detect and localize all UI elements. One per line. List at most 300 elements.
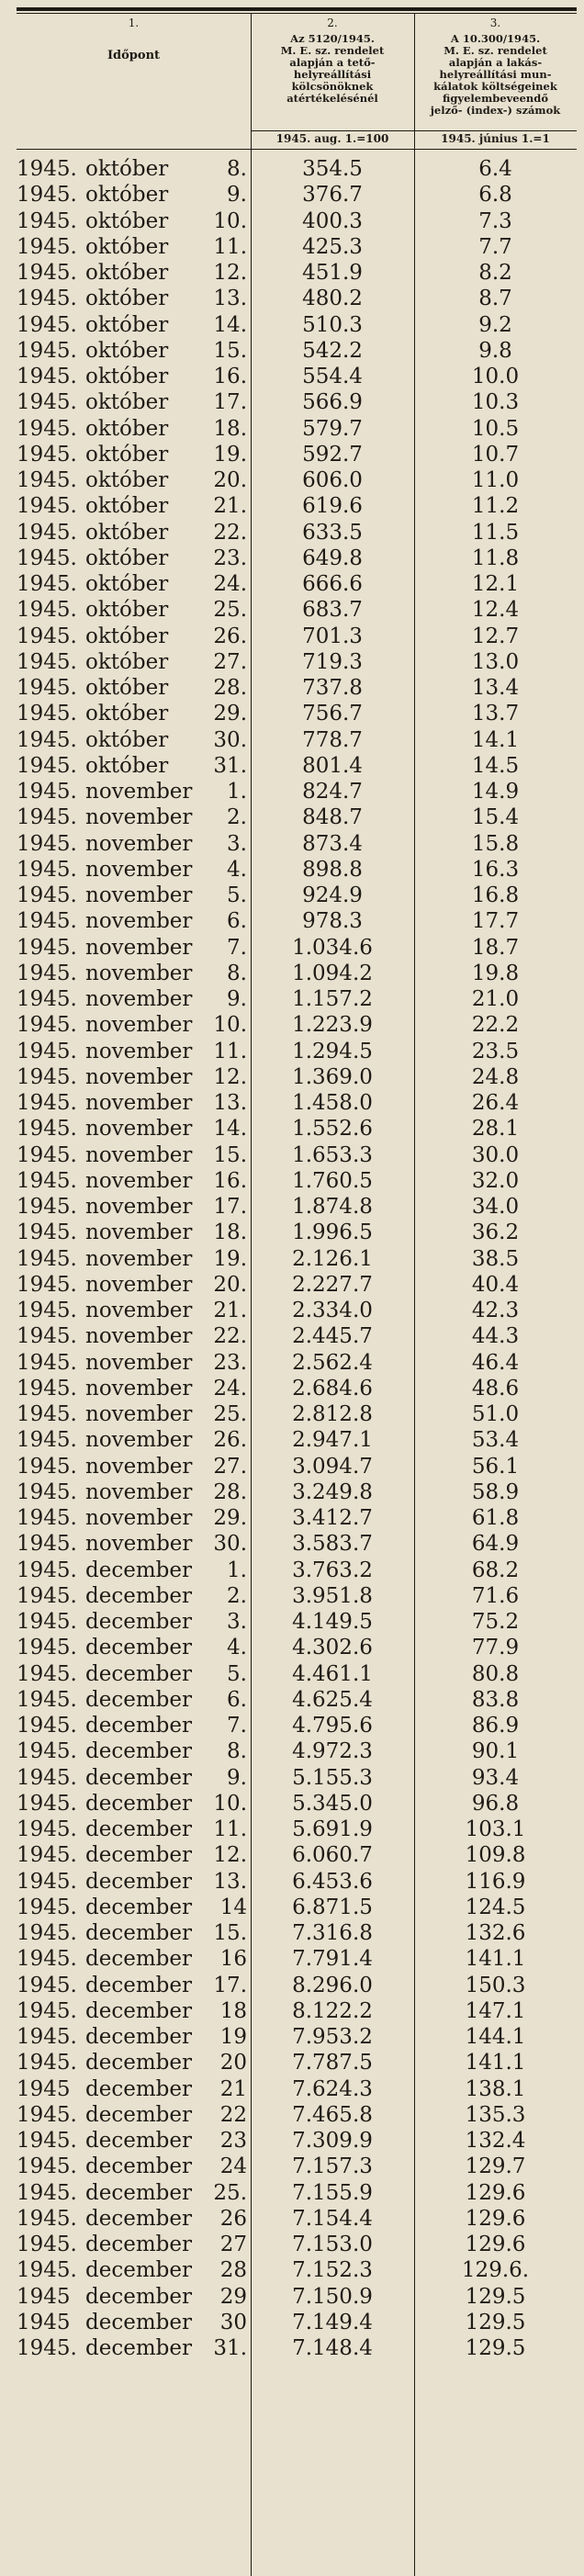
row-month: november <box>85 1246 193 1271</box>
table-row <box>17 1869 577 1895</box>
table-row <box>17 1350 577 1376</box>
row-housing-index: 14.1 <box>471 727 520 752</box>
row-year: 1945. <box>17 2233 77 2256</box>
row-roof-index: 801.4 <box>302 753 363 778</box>
row-housing-index: 9.8 <box>478 338 512 363</box>
row-roof-index: 737.8 <box>302 676 363 700</box>
row-day: 20. <box>213 468 247 492</box>
row-housing-index: 10.0 <box>471 365 520 388</box>
row-housing-index: 13.4 <box>471 676 520 700</box>
row-month: október <box>85 520 169 545</box>
row-month: november <box>85 1195 193 1219</box>
row-month: október <box>85 338 169 363</box>
table-row <box>17 1609 577 1635</box>
col2-description: Az 5120/1945. M. E. sz. rendelet alapján a tető- helyreállítási kölcsönöknek atértékelésénél <box>280 32 385 105</box>
row-roof-index: 619.6 <box>302 494 363 519</box>
row-year: 1945. <box>17 1583 77 1608</box>
col1-number: 1. <box>128 17 140 29</box>
row-month: október <box>85 208 169 233</box>
row-roof-index: 1.034.6 <box>292 935 373 960</box>
row-year: 1945. <box>17 1947 77 1972</box>
table-row <box>17 1505 577 1531</box>
row-year: 1945. <box>17 468 77 492</box>
row-day: 28. <box>213 1479 247 1504</box>
table-row <box>17 1817 577 1842</box>
row-day: 12. <box>213 1064 247 1089</box>
row-day: 12. <box>213 1843 247 1868</box>
table-row <box>17 260 577 286</box>
header-col-housing-index <box>414 14 577 150</box>
row-housing-index: 10.3 <box>471 390 520 415</box>
header-col-date <box>17 14 251 150</box>
row-housing-index: 147.1 <box>465 1998 526 2023</box>
row-month: október <box>85 390 169 415</box>
row-housing-index: 28.1 <box>471 1117 520 1142</box>
row-housing-index: 129.5 <box>465 2310 526 2334</box>
row-year: 1945. <box>17 1039 77 1063</box>
row-housing-index: 40.4 <box>471 1272 520 1297</box>
row-year: 1945. <box>17 183 77 208</box>
row-day: 15. <box>213 338 247 363</box>
row-housing-index: 13.0 <box>471 649 520 674</box>
row-day: 6. <box>227 909 247 934</box>
row-month: november <box>85 1091 193 1115</box>
row-roof-index: 579.7 <box>302 416 363 441</box>
row-housing-index: 6.4 <box>478 157 512 181</box>
row-roof-index: 8.296.0 <box>292 1973 373 1997</box>
row-year: 1945. <box>17 2154 77 2179</box>
row-housing-index: 7.7 <box>478 234 512 259</box>
row-roof-index: 480.2 <box>302 287 363 311</box>
row-day: 13. <box>213 287 247 311</box>
row-roof-index: 7.153.0 <box>292 2233 373 2256</box>
table-row <box>17 1194 577 1220</box>
row-day: 21. <box>213 494 247 519</box>
row-roof-index: 1.223.9 <box>292 1013 373 1038</box>
table-row <box>17 908 577 934</box>
row-roof-index: 1.094.2 <box>292 961 373 985</box>
row-housing-index: 58.9 <box>471 1479 520 1504</box>
row-housing-index: 71.6 <box>471 1583 520 1608</box>
row-year: 1945. <box>17 1636 77 1660</box>
row-day: 25. <box>213 2180 247 2205</box>
row-month: december <box>85 1973 192 1997</box>
row-day: 20 <box>219 2051 247 2075</box>
table-row <box>17 1298 577 1323</box>
row-year: 1945. <box>17 883 77 907</box>
row-day: 29 <box>219 2284 247 2309</box>
row-housing-index: 83.8 <box>471 1687 520 1712</box>
row-day: 8. <box>227 961 247 985</box>
row-month: november <box>85 780 193 804</box>
table-row <box>17 312 577 338</box>
row-day: 27. <box>213 649 247 674</box>
row-year: 1945 <box>17 2076 71 2101</box>
row-year: 1945. <box>17 649 77 674</box>
row-year: 1945 <box>17 2310 71 2334</box>
row-day: 22 <box>219 2102 247 2127</box>
row-roof-index: 1.157.2 <box>292 987 373 1011</box>
row-day: 23 <box>219 2129 247 2153</box>
row-year: 1945. <box>17 935 77 960</box>
row-month: november <box>85 831 193 856</box>
row-day: 25. <box>213 1402 247 1426</box>
row-roof-index: 666.6 <box>302 572 363 596</box>
row-housing-index: 30.0 <box>471 1142 520 1167</box>
row-roof-index: 4.795.6 <box>292 1714 373 1738</box>
table-row <box>17 1039 577 1064</box>
table-row <box>17 624 577 649</box>
row-roof-index: 7.152.3 <box>292 2258 373 2283</box>
row-day: 11. <box>213 1039 247 1063</box>
row-roof-index: 2.334.0 <box>292 1299 373 1322</box>
table-row <box>17 1090 577 1116</box>
row-housing-index: 129.5 <box>465 2336 526 2360</box>
header-col-roof-index <box>251 14 414 150</box>
row-housing-index: 18.7 <box>471 935 520 960</box>
row-month: november <box>85 987 193 1011</box>
row-roof-index: 354.5 <box>302 157 363 181</box>
table-row <box>17 2206 577 2232</box>
row-housing-index: 42.3 <box>471 1299 520 1322</box>
row-housing-index: 64.9 <box>471 1532 520 1557</box>
row-year: 1945. <box>17 909 77 934</box>
row-housing-index: 141.1 <box>465 1947 526 1972</box>
row-roof-index: 1.996.5 <box>292 1221 373 1245</box>
row-month: október <box>85 494 169 519</box>
row-housing-index: 51.0 <box>471 1402 520 1426</box>
row-month: december <box>85 2051 192 2075</box>
table-row <box>17 1246 577 1272</box>
row-year: 1945. <box>17 753 77 778</box>
row-year: 1945. <box>17 1714 77 1738</box>
row-day: 21. <box>213 1299 247 1322</box>
row-roof-index: 5.345.0 <box>292 1791 373 1816</box>
row-housing-index: 15.8 <box>471 831 520 856</box>
row-month: december <box>85 1843 192 1868</box>
row-roof-index: 1.653.3 <box>292 1142 373 1167</box>
row-roof-index: 592.7 <box>302 442 363 467</box>
row-year: 1945. <box>17 1843 77 1868</box>
row-day: 23. <box>213 1350 247 1375</box>
row-year: 1945. <box>17 2025 77 2049</box>
row-roof-index: 683.7 <box>302 598 363 623</box>
row-month: október <box>85 261 169 285</box>
row-day: 19 <box>219 2025 247 2049</box>
row-day: 18 <box>219 1998 247 2023</box>
row-roof-index: 7.150.9 <box>292 2284 373 2309</box>
row-roof-index: 2.126.1 <box>292 1246 373 1271</box>
row-month: december <box>85 2206 192 2231</box>
row-roof-index: 7.465.8 <box>292 2102 373 2127</box>
table-row <box>17 1427 577 1453</box>
row-day: 16 <box>219 1947 247 1972</box>
table-row <box>17 416 577 442</box>
table-row <box>17 1323 577 1349</box>
row-roof-index: 701.3 <box>302 624 363 648</box>
table-row <box>17 1635 577 1660</box>
row-housing-index: 109.8 <box>465 1843 526 1868</box>
row-year: 1945. <box>17 546 77 570</box>
row-year: 1945. <box>17 365 77 388</box>
row-day: 24. <box>213 1376 247 1400</box>
row-month: október <box>85 727 169 752</box>
row-year: 1945. <box>17 287 77 311</box>
row-roof-index: 2.684.6 <box>292 1376 373 1400</box>
row-roof-index: 3.583.7 <box>292 1532 373 1557</box>
row-month: november <box>85 1532 193 1557</box>
row-month: november <box>85 1117 193 1142</box>
row-month: december <box>85 2180 192 2205</box>
table-row <box>17 1064 577 1090</box>
row-year: 1945. <box>17 676 77 700</box>
row-day: 7. <box>227 935 247 960</box>
row-roof-index: 3.412.7 <box>292 1506 373 1530</box>
row-month: november <box>85 1506 193 1530</box>
row-month: november <box>85 883 193 907</box>
row-year: 1945. <box>17 987 77 1011</box>
row-year: 1945. <box>17 442 77 467</box>
row-roof-index: 7.624.3 <box>292 2076 373 2101</box>
table-row <box>17 286 577 311</box>
row-month: november <box>85 1272 193 1297</box>
row-day: 9. <box>227 1765 247 1790</box>
row-housing-index: 103.1 <box>465 1817 526 1841</box>
row-roof-index: 3.094.7 <box>292 1454 373 1479</box>
row-year: 1945. <box>17 598 77 623</box>
row-month: november <box>85 1454 193 1479</box>
row-housing-index: 11.5 <box>471 520 520 545</box>
row-year: 1945. <box>17 624 77 648</box>
row-month: október <box>85 676 169 700</box>
row-day: 3. <box>227 1610 247 1634</box>
row-housing-index: 14.9 <box>471 780 520 804</box>
row-month: november <box>85 1039 193 1063</box>
row-roof-index: 756.7 <box>302 702 363 726</box>
row-roof-index: 566.9 <box>302 390 363 415</box>
table-row <box>17 1376 577 1401</box>
table-row <box>17 467 577 493</box>
row-month: december <box>85 1998 192 2023</box>
table-row <box>17 182 577 208</box>
table-row <box>17 1454 577 1479</box>
row-day: 19. <box>213 1246 247 1271</box>
row-roof-index: 7.149.4 <box>292 2310 373 2334</box>
row-day: 16. <box>213 365 247 388</box>
row-roof-index: 4.302.6 <box>292 1636 373 1660</box>
table-row <box>17 779 577 804</box>
table-row <box>17 1687 577 1713</box>
row-month: október <box>85 624 169 648</box>
table-row <box>17 935 577 961</box>
row-day: 26 <box>219 2206 247 2231</box>
row-day: 2. <box>227 1583 247 1608</box>
row-housing-index: 90.1 <box>471 1739 520 1764</box>
row-year: 1945. <box>17 2206 77 2231</box>
row-roof-index: 4.625.4 <box>292 1687 373 1712</box>
row-year: 1945. <box>17 1687 77 1712</box>
table-row <box>17 2180 577 2206</box>
row-day: 21 <box>219 2076 247 2101</box>
row-housing-index: 11.8 <box>471 546 520 570</box>
table-row <box>17 727 577 753</box>
table-row <box>17 546 577 571</box>
row-day: 24. <box>213 572 247 596</box>
row-day: 17. <box>213 390 247 415</box>
row-year: 1945. <box>17 1117 77 1142</box>
row-month: november <box>85 1324 193 1349</box>
row-roof-index: 7.155.9 <box>292 2180 373 2205</box>
row-roof-index: 5.691.9 <box>292 1817 373 1841</box>
row-housing-index: 21.0 <box>471 987 520 1011</box>
table-row <box>17 2310 577 2335</box>
row-year: 1945. <box>17 702 77 726</box>
row-day: 11. <box>213 1817 247 1841</box>
row-housing-index: 34.0 <box>471 1195 520 1219</box>
table-row <box>17 857 577 883</box>
row-roof-index: 7.316.8 <box>292 1921 373 1945</box>
row-roof-index: 2.227.7 <box>292 1272 373 1297</box>
row-roof-index: 2.562.4 <box>292 1350 373 1375</box>
row-year: 1945. <box>17 1739 77 1764</box>
row-month: október <box>85 649 169 674</box>
row-day: 23. <box>213 546 247 570</box>
table-row <box>17 1168 577 1194</box>
row-month: október <box>85 546 169 570</box>
row-year: 1945. <box>17 1791 77 1816</box>
row-month: december <box>85 1817 192 1841</box>
row-year: 1945. <box>17 1921 77 1945</box>
row-day: 22. <box>213 520 247 545</box>
row-housing-index: 80.8 <box>471 1661 520 1686</box>
row-month: október <box>85 572 169 596</box>
row-housing-index: 141.1 <box>465 2051 526 2075</box>
row-roof-index: 400.3 <box>302 208 363 233</box>
row-housing-index: 38.5 <box>471 1246 520 1271</box>
row-month: december <box>85 1869 192 1894</box>
row-housing-index: 19.8 <box>471 961 520 985</box>
row-month: november <box>85 909 193 934</box>
row-month: december <box>85 1739 192 1764</box>
row-roof-index: 824.7 <box>302 780 363 804</box>
row-housing-index: 9.2 <box>478 312 512 337</box>
table-row <box>17 597 577 623</box>
row-roof-index: 1.458.0 <box>292 1091 373 1115</box>
row-day: 28. <box>213 676 247 700</box>
table-row <box>17 2154 577 2179</box>
row-roof-index: 4.149.5 <box>292 1610 373 1634</box>
table-row <box>17 883 577 908</box>
row-day: 30. <box>213 727 247 752</box>
col2-base: 1945. aug. 1.=100 <box>275 132 389 145</box>
table-row <box>17 493 577 519</box>
table-row <box>17 986 577 1012</box>
row-housing-index: 24.8 <box>471 1064 520 1089</box>
row-day: 10. <box>213 1791 247 1816</box>
row-housing-index: 12.1 <box>471 572 520 596</box>
row-year: 1945. <box>17 727 77 752</box>
row-day: 22. <box>213 1324 247 1349</box>
row-day: 12. <box>213 261 247 285</box>
row-roof-index: 7.791.4 <box>292 1947 373 1972</box>
row-day: 19. <box>213 442 247 467</box>
row-day: 4. <box>227 857 247 882</box>
table-row <box>17 1920 577 1946</box>
row-month: december <box>85 1687 192 1712</box>
row-roof-index: 376.7 <box>302 183 363 208</box>
row-day: 29. <box>213 1506 247 1530</box>
row-year: 1945. <box>17 2129 77 2153</box>
row-year: 1945. <box>17 1765 77 1790</box>
table-row <box>17 156 577 182</box>
table-row <box>17 2232 577 2257</box>
row-month: október <box>85 702 169 726</box>
row-roof-index: 7.157.3 <box>292 2154 373 2179</box>
row-year: 1945. <box>17 805 77 830</box>
row-month: október <box>85 365 169 388</box>
row-day: 20. <box>213 1272 247 1297</box>
row-day: 24 <box>219 2154 247 2179</box>
row-day: 5. <box>227 883 247 907</box>
row-year: 1945. <box>17 2336 77 2360</box>
row-housing-index: 12.4 <box>471 598 520 623</box>
row-year: 1945. <box>17 1195 77 1219</box>
row-month: október <box>85 287 169 311</box>
row-roof-index: 2.947.1 <box>292 1428 373 1453</box>
table-body <box>17 156 577 2361</box>
row-year: 1945. <box>17 416 77 441</box>
row-month: november <box>85 961 193 985</box>
row-housing-index: 129.6. <box>461 2258 530 2283</box>
row-housing-index: 23.5 <box>471 1039 520 1063</box>
row-day: 14. <box>213 1117 247 1142</box>
row-roof-index: 2.812.8 <box>292 1402 373 1426</box>
row-housing-index: 86.9 <box>471 1714 520 1738</box>
row-year: 1945. <box>17 1142 77 1167</box>
row-day: 30 <box>219 2310 247 2334</box>
row-housing-index: 129.5 <box>465 2284 526 2309</box>
row-housing-index: 53.4 <box>471 1428 520 1453</box>
row-month: december <box>85 2102 192 2127</box>
table-row <box>17 2257 577 2283</box>
row-roof-index: 7.953.2 <box>292 2025 373 2049</box>
row-year: 1945. <box>17 208 77 233</box>
row-housing-index: 10.5 <box>471 416 520 441</box>
row-year: 1945. <box>17 572 77 596</box>
table-row <box>17 1661 577 1687</box>
row-year: 1945. <box>17 234 77 259</box>
table-row <box>17 338 577 364</box>
row-housing-index: 15.4 <box>471 805 520 830</box>
row-year: 1945. <box>17 1479 77 1504</box>
row-day: 17. <box>213 1195 247 1219</box>
col3-number: 3. <box>489 17 501 29</box>
row-roof-index: 633.5 <box>302 520 363 545</box>
col3-description: A 10.300/1945. M. E. sz. rendelet alapján a lakás- helyreállítási mun- kálatok költségeinek figyelembeveendő jelző- (index-) számok <box>430 32 561 117</box>
row-year: 1945. <box>17 1506 77 1530</box>
table-row <box>17 1842 577 1868</box>
table-row <box>17 1713 577 1738</box>
table-row <box>17 675 577 701</box>
row-month: november <box>85 1142 193 1167</box>
row-month: október <box>85 234 169 259</box>
row-day: 3. <box>227 831 247 856</box>
row-housing-index: 44.3 <box>471 1324 520 1349</box>
row-housing-index: 11.0 <box>471 468 520 492</box>
row-housing-index: 144.1 <box>465 2025 526 2049</box>
table-row <box>17 520 577 546</box>
table-row <box>17 571 577 597</box>
